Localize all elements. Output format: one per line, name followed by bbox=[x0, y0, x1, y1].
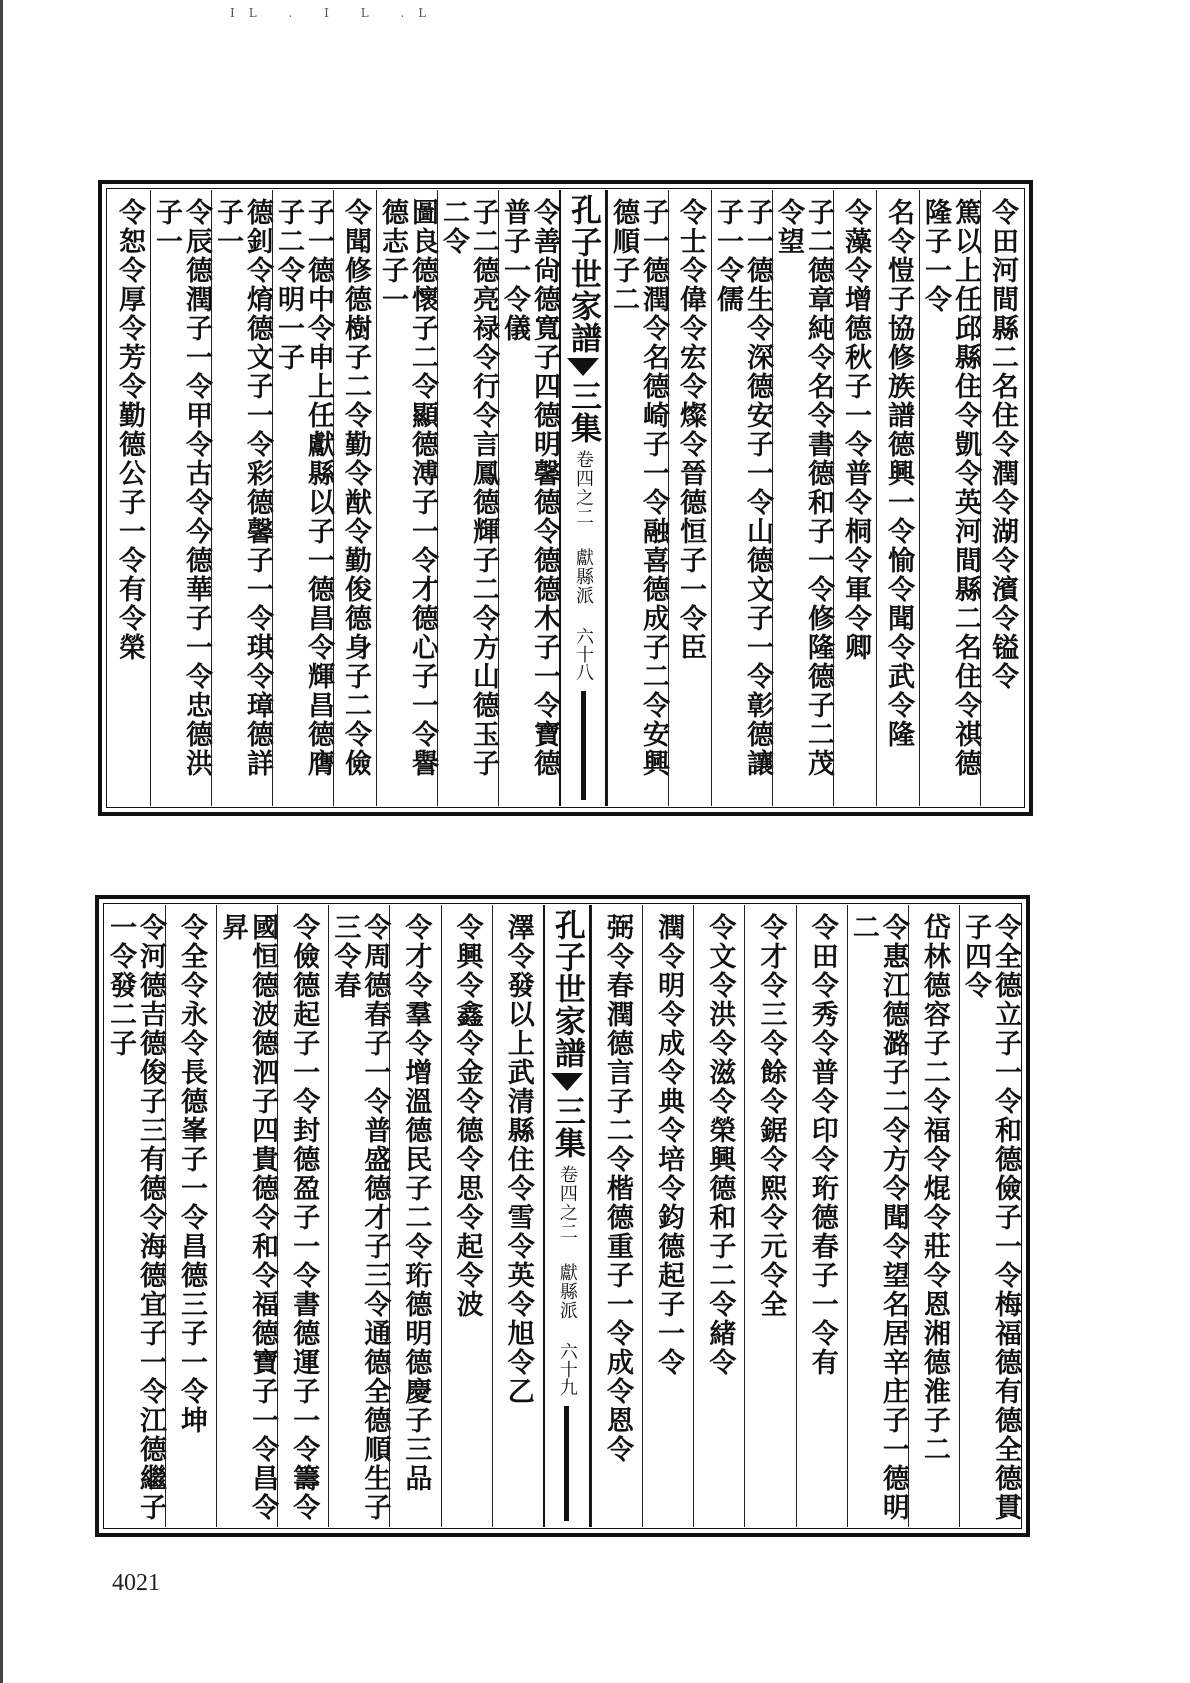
text-column bbox=[108, 190, 150, 806]
cropped-top-text: IL . I L .L bbox=[230, 6, 441, 20]
text-column bbox=[211, 190, 272, 806]
genealogy-entry: 令才令三令餘令鋸令熙令元令全 bbox=[755, 913, 787, 1319]
genealogy-entry: 子一德潤令名德崎子一令融喜德成子二令安興德順子二 bbox=[608, 198, 669, 778]
text-column bbox=[847, 905, 908, 1527]
text-column bbox=[711, 190, 772, 806]
text-column bbox=[376, 190, 437, 806]
text-column bbox=[105, 905, 165, 1527]
page-number: 4021 bbox=[112, 1570, 160, 1596]
text-column bbox=[668, 190, 711, 806]
genealogy-entry: 篤以上任邱縣住令凱令英河間縣二名住令祺德隆子一令 bbox=[920, 198, 981, 778]
genealogy-entry: 令士令偉令宏令燦令晉德恒子一令臣 bbox=[675, 198, 706, 662]
genealogy-entry: 令惠江德潞子二令方令聞令望名居辛庄子一德明二 bbox=[847, 913, 909, 1522]
genealogy-entry: 子一德生令深德安子一令山德文子一令彰德讓子一令儒 bbox=[712, 198, 773, 778]
text-column bbox=[908, 905, 959, 1527]
genealogy-entry: 澤令發以上武清縣住令雪令英令旭令乙 bbox=[502, 913, 534, 1406]
book-title: 孔子世家譜 bbox=[565, 194, 601, 354]
section-label: 卷四之二 獻縣派 bbox=[573, 450, 594, 605]
genealogy-entry: 名令愷子協修族譜德興一令愉令聞令武令隆 bbox=[883, 198, 914, 749]
header-bar bbox=[564, 1406, 569, 1521]
text-column bbox=[693, 905, 744, 1527]
text-column bbox=[150, 190, 211, 806]
genealogy-entry: 令藻令增德秋子一令普令桐令軍令卿 bbox=[840, 198, 871, 662]
genealogy-entry: 令全令永令長德峯子一令昌德三子一令坤 bbox=[176, 913, 208, 1435]
text-column bbox=[796, 905, 847, 1527]
text-column bbox=[833, 190, 876, 806]
genealogy-entry: 圖良德懷子二令顯德溥子一令才德心子一令譽德志子一 bbox=[377, 198, 438, 778]
fishtail-mark bbox=[567, 358, 599, 376]
text-column bbox=[328, 905, 389, 1527]
genealogy-entry: 令田令秀令普令印令珩德春子一令有 bbox=[806, 913, 838, 1377]
text-column bbox=[591, 905, 642, 1527]
genealogy-entry: 令儉德起子一令封德盈子一令書德運子一令籌令 bbox=[288, 913, 320, 1522]
scan-left-edge bbox=[0, 0, 3, 1683]
genealogy-entry: 令恕令厚令芳令勤德公子一令有令榮 bbox=[114, 198, 145, 662]
leaf-number: 六十九 bbox=[556, 1342, 578, 1396]
text-column bbox=[876, 190, 919, 806]
lower-page-panel bbox=[95, 895, 1030, 1537]
text-column bbox=[216, 905, 277, 1527]
section-label: 卷四之二 獻縣派 bbox=[556, 1165, 578, 1320]
genealogy-entry: 子一德中令申上任獻縣以子一德昌令輝昌德膺子二令明一子 bbox=[273, 198, 334, 778]
genealogy-entry: 令興令鑫令金令德令思令起令波 bbox=[451, 913, 483, 1319]
genealogy-entry: 令田河間縣二名住令潤令湖令濱令镒令 bbox=[987, 198, 1018, 691]
page-header-column bbox=[543, 905, 591, 1527]
text-column bbox=[772, 190, 833, 806]
genealogy-entry: 潤令明令成令典令培令鈞德起子一令 bbox=[653, 913, 685, 1377]
genealogy-entry: 弼令春潤德言子二令楷德重子一令成令恩令 bbox=[601, 913, 633, 1464]
text-column bbox=[333, 190, 376, 806]
genealogy-entry: 令周德春子一令普盛德才子三令通德全德順生子三令春 bbox=[329, 913, 391, 1522]
text-column bbox=[165, 905, 216, 1527]
genealogy-entry: 子二德章純令名令書德和子一令修隆德子二茂令望 bbox=[773, 198, 834, 778]
text-column bbox=[607, 190, 668, 806]
upper-page-panel bbox=[98, 180, 1033, 816]
genealogy-entry: 令聞修德樹子二令勤令猷令勤俊德身子二令儉 bbox=[340, 198, 371, 778]
collection-label: 三集 bbox=[548, 1095, 585, 1159]
page-header-column bbox=[559, 190, 607, 806]
upper-page-columns bbox=[108, 190, 1023, 806]
genealogy-entry: 子二德亮禄令行令言鳳德輝子二令方山德玉子二令 bbox=[438, 198, 499, 778]
text-column bbox=[980, 190, 1023, 806]
genealogy-entry: 國恒德波德泗子四貴德令和令福德寶子一令昌令昇 bbox=[217, 913, 279, 1522]
genealogy-entry: 令文令洪令滋令榮興德和子二令緒令 bbox=[704, 913, 736, 1377]
text-column bbox=[492, 905, 543, 1527]
book-title: 孔子世家譜 bbox=[548, 909, 585, 1069]
header-bar bbox=[581, 691, 586, 800]
genealogy-entry: 令辰德潤子一令甲令古令今德華子一令忠德洪子一 bbox=[151, 198, 212, 778]
fishtail-mark bbox=[551, 1073, 583, 1091]
leaf-number: 六十八 bbox=[573, 627, 594, 681]
text-column bbox=[919, 190, 980, 806]
text-column bbox=[389, 905, 440, 1527]
genealogy-entry: 岱林德容子二令福令焜令莊令恩湘德淮子二 bbox=[918, 913, 950, 1464]
text-column bbox=[437, 190, 498, 806]
genealogy-entry: 德釗令焴德文子一令彩德馨子一令琪令璋德詳子一 bbox=[212, 198, 273, 778]
text-column bbox=[277, 905, 328, 1527]
genealogy-entry: 令河德吉德俊子三有德令海德宜子一令江德繼子一令發二子 bbox=[104, 913, 166, 1522]
genealogy-entry: 令全德立子一令和德儉子一令梅福德有德全德貫子四令 bbox=[960, 913, 1021, 1522]
text-column bbox=[498, 190, 559, 806]
text-column bbox=[272, 190, 333, 806]
genealogy-entry: 令善尙德寬子四德明馨德令德德木子一令寶德普子一令儀 bbox=[499, 198, 560, 778]
text-column bbox=[642, 905, 693, 1527]
lower-page-columns bbox=[105, 905, 1020, 1527]
text-column bbox=[441, 905, 492, 1527]
collection-label: 三集 bbox=[565, 380, 601, 444]
genealogy-entry: 令才令羣令增溫德民子二令珩德明德慶子三品 bbox=[400, 913, 432, 1493]
text-column bbox=[959, 905, 1020, 1527]
text-column bbox=[744, 905, 795, 1527]
